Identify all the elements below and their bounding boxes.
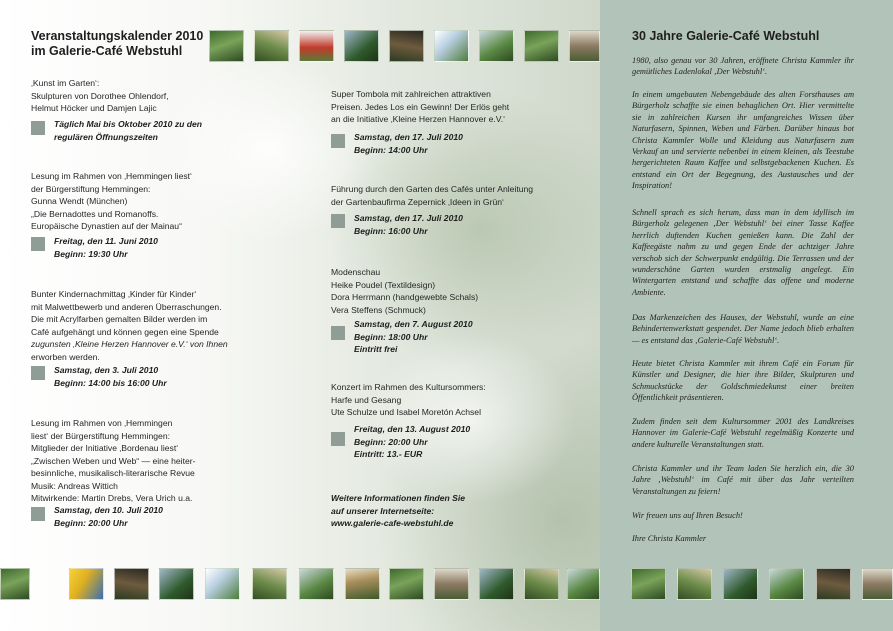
garden-bench-photo <box>252 568 287 600</box>
event-7-date: Samstag, den 7. August 2010 Beginn: 18:00 Uhr Eintritt frei <box>354 319 473 354</box>
event-6-date: Samstag, den 17. Juli 2010 Beginn: 16:00 Uhr <box>354 213 463 236</box>
event-8-bullet <box>331 432 345 446</box>
interior-photo <box>114 568 149 600</box>
signature: Ihre Christa Kammler <box>632 534 707 543</box>
paragraph-3: Schnell sprach es sich herum, dass man in dem idyllisch im Bürgerholz gelegenen ‚Der Webstuhl‘ bei einer Tasse Kaffee herrlich duftenden Kuchen genießen kann. Die Zahl der Kaffeegäste nahm zu und gegen Ende der achtziger Jahre verschob sich der Schwerpunkt endgültig. Die Terrassen und der wunderschöne Garten wurden erstmalig angelegt. Ein Wintergarten entstand und schaffte das offene und moderne Ambiente. <box>632 208 854 297</box>
garden-photo <box>524 568 559 600</box>
garden-photo <box>769 568 804 600</box>
event-7-description: Modenschau Heike Poudel (Textildesign) Dora Herrmann (handgewebte Schals) Vera Steffens (Schmuck) <box>331 267 479 315</box>
paragraph-8: Wir freuen uns auf Ihren Besuch! <box>632 511 743 520</box>
paragraph-5: Heute bietet Christa Kammler mit ihrem Café ein Forum für Künstler und Designer, die hier ihre Bilder, Skulpturen und Schmuckstücke der Goldschmiedekunst einer breiten Öffentlichkeit präsentieren. <box>632 359 854 403</box>
event-2-date: Freitag, den 11. Juni 2010 Beginn: 19:30 Uhr <box>54 236 158 259</box>
garden-photo <box>677 568 712 600</box>
hedge-photo <box>479 568 514 600</box>
event-1-bullet <box>31 121 45 135</box>
event-2-description: Lesung im Rahmen von ‚Hemmingen liest‘ der Bürgerstiftung Hemmingen: Gunna Wendt (München) „Die Bernadottes und Romanoffs. Europäische Dynastien auf der Mainau“ <box>31 171 192 231</box>
wall-photo <box>569 30 600 62</box>
table-setting-photo <box>434 30 469 62</box>
event-5-description: Super Tombola mit zahlreichen attraktiven Preisen. Jedes Los ein Gewinn! Der Erlös geht an die Initiative ‚Kleine Herzen Hannover e.V.‘ <box>331 89 510 124</box>
event-1-date: Täglich Mai bis Oktober 2010 zu den regulären Öffnungszeiten <box>54 119 203 142</box>
terrace-photo <box>434 568 469 600</box>
event-3-description: Bunter Kindernachmittag ‚Kinder für Kinder‘ mit Malwettbewerb und anderen Überraschungen. Die mit Acrylfarben gemalten Bilder werden im Café aufgehängt und können gegen eine Spende zugunsten ‚Kleine Herzen Hannover e.V.‘ von Ihnen erworben werden. <box>31 289 228 362</box>
event-3-bullet <box>31 366 45 380</box>
arbor-photo <box>389 568 424 600</box>
event-4-bullet <box>31 507 45 521</box>
stone-sculpture-photo <box>862 568 893 600</box>
event-3-date: Samstag, den 3. Juli 2010 Beginn: 14:00 bis 16:00 Uhr <box>54 365 167 388</box>
event-7-bullet <box>331 326 345 340</box>
event-1-description: ‚Kunst im Garten‘: Skulpturen von Dorothee Ohlendorf, Helmut Höcker und Damjen Lajic <box>31 78 169 113</box>
shrubs-photo <box>159 568 194 600</box>
trees-photo <box>723 568 758 600</box>
hydrangea-photo <box>344 30 379 62</box>
paragraph-4: Das Markenzeichen des Hauses, der Webstuhl, wurde an eine Behindertenwerkstatt gespendet. Der Name jedoch blieb erhalten — es entstand das ‚Galerie-Café Webstuhl‘. <box>632 313 854 345</box>
event-5-bullet <box>331 134 345 148</box>
red-flowers-photo <box>299 30 334 62</box>
paragraph-2: In einem umgebauten Nebengebäude des alten Forsthauses am Bürgerholz schaffte sie einen behaglichen Ort. Hier vermittelte sie in zahlreichen Kursen ihr umfangreiches Wissen über Naturfasern, Spinnen, Weben und Färben. Darüber hinaus bot Christa Kammler Wolle und Kleidung aus Naturfasern zum Verkauf an und servierte nebenbei in einem kleinen, als Teestube hergerichteten Raum Kaffee und selbstgebackenen Kuchen. Es entstand ein Ort der Begegnung, des Austausches und der Inspiration! <box>632 90 854 191</box>
lawn-photo <box>0 568 30 600</box>
event-8-description: Konzert im Rahmen des Kultursommers: Harfe und Gesang Ute Schulze und Isabel Moretón Achsel <box>331 382 486 417</box>
roof-photo <box>345 568 380 600</box>
more-info: Weitere Informationen finden Sie auf unserer Internetseite: www.galerie-cafe-webstuhl.de <box>331 493 466 528</box>
paragraph-1: 1980, also genau vor 30 Jahren, eröffnete Christa Kammler ihr gemütliches Ladenlokal ‚Der Webstuhl‘. <box>632 56 854 77</box>
patio-photo <box>524 30 559 62</box>
event-4-date: Samstag, den 10. Juli 2010 Beginn: 20:00 Uhr <box>54 505 163 528</box>
event-5-date: Samstag, den 17. Juli 2010 Beginn: 14:00 Uhr <box>354 132 463 155</box>
window-photo <box>389 30 424 62</box>
yellow-wall-photo <box>69 568 104 600</box>
calendar-title <box>31 29 203 59</box>
website-link[interactable]: www.galerie-cafe-webstuhl.de <box>331 518 454 528</box>
event-4-description: Lesung im Rahmen von ‚Hemmingen liest‘ der Bürgerstiftung Hemmingen: Mitglieder der Initiative ‚Bordenau liest‘ „Zwischen Weben und Web“ — eine heiter- besinnliche, musikalisch-literarische Revue Musik: Andreas Wittich Mitwirkende: Martin Drebs, Vera Urich u.a. <box>31 418 196 503</box>
event-6-description: Führung durch den Garten des Cafés unter Anleitung der Gartenbaufirma Zepernick ‚Ideen in Grün‘ <box>331 184 534 207</box>
paragraph-7: Christa Kammler und ihr Team laden Sie herzlich ein, die 30 Jahre ‚Webstuhl‘ im Café mit über das Jahr verteilten Veranstaltungen zu feiern! <box>632 464 854 496</box>
anniversary-page <box>600 0 893 631</box>
calendar-title-line-2: im Galerie-Café Webstuhl <box>31 44 183 58</box>
anniversary-title: 30 Jahre Galerie-Café Webstuhl <box>632 29 820 43</box>
garden-path-photo <box>254 30 289 62</box>
lawn-photo <box>631 568 666 600</box>
event-8-date: Freitag, den 13. August 2010 Beginn: 20:00 Uhr Eintritt: 13.- EUR <box>354 424 471 459</box>
wall-art-photo <box>567 568 600 600</box>
umbrella-photo <box>205 568 240 600</box>
event-6-bullet <box>331 214 345 228</box>
event-2-bullet <box>31 237 45 251</box>
paragraph-6: Zudem finden seit dem Kultursommer 2001 des Landkreises Hannover im Galerie-Café Webstuhl regelmäßig Konzerte und andere kulturelle Veranstaltungen statt. <box>632 417 854 449</box>
garden-photo <box>209 30 244 62</box>
calendar-title-line-1: Veranstaltungskalender 2010 <box>31 29 204 43</box>
dark-sculpture-photo <box>816 568 851 600</box>
garden-terrace-photo <box>479 30 514 62</box>
pond-photo <box>299 568 334 600</box>
